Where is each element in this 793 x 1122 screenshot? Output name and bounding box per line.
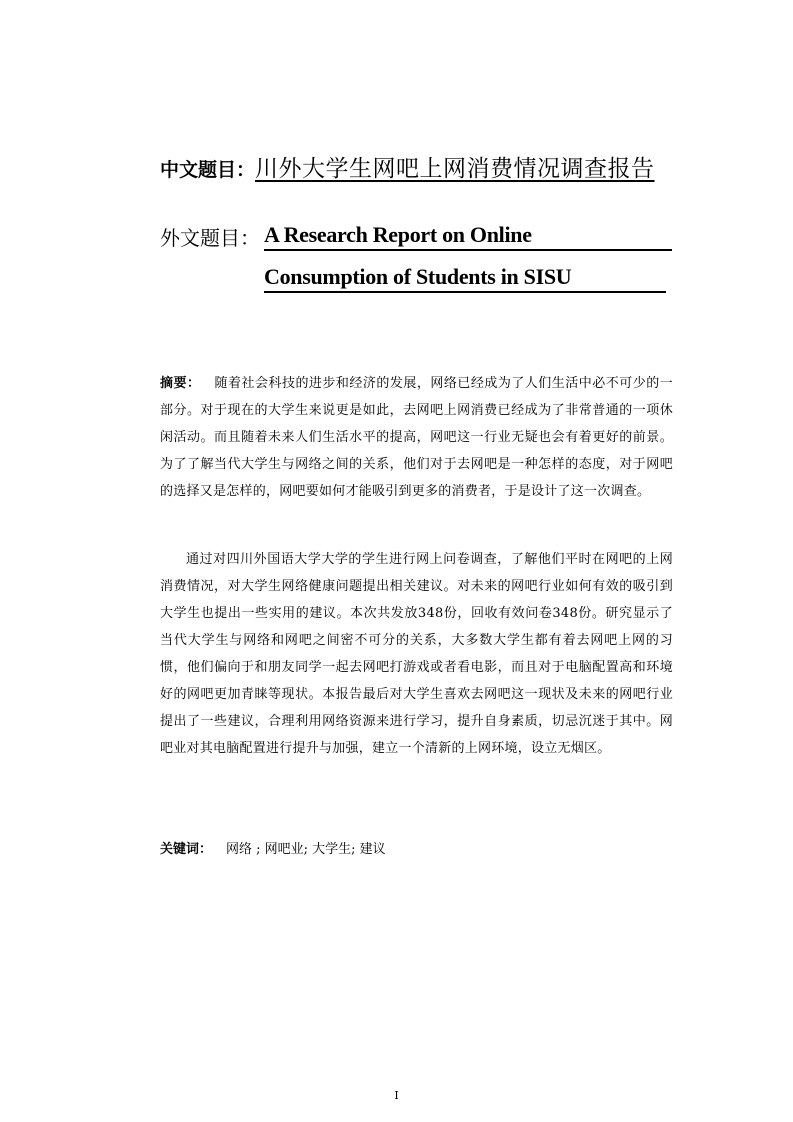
english-title-line-1: A Research Report on Online	[264, 222, 672, 251]
abstract-paragraph-2: 通过对四川外国语大学大学的学生进行网上问卷调查，了解他们平时在网吧的上网消费情况，对大学生网络健康问题提出相关建议。对未来的网吧行业如何有效的吸引到大学生也提出一些实用的建议。本次共发放348份，回收有效问卷348份。研究显示了当代大学生与网络和网吧之间密不可分的关系，大多数大学生都有着去网吧上网的习惯，他们偏向于和朋友同学一起去网吧打游戏或者看电影，而且对于电脑配置高和环境好的网吧更加青睐等现状。本报告最后对大学生喜欢去网吧这一现状及未来的网吧行业提出了一些建议，合理利用网络资源来进行学习，提升自身素质，切忌沉迷于其中。网吧业对其电脑配置进行提升与加强，建立一个清新的上网环境，设立无烟区。	[160, 552, 673, 756]
english-title-label: 外文题目：	[160, 226, 260, 250]
abstract-label: 摘要：	[160, 376, 201, 391]
keywords	[160, 838, 386, 857]
keywords-text: 网络 ; 网吧业; 大学生; 建议	[226, 842, 386, 857]
english-title-line-2: Consumption of Students in SISU	[264, 264, 666, 293]
keywords-label: 关键词：	[160, 842, 213, 857]
chinese-title-label: 中文题目：	[160, 159, 256, 181]
chinese-title	[160, 150, 655, 183]
abstract-paragraph-1	[160, 370, 673, 505]
abstract-text-1: 随着社会科技的进步和经济的发展，网络已经成为了人们生活中必不可少的一部分。对于现在的大学生来说更是如此，去网吧上网消费已经成为了非常普通的一项休闲活动。而且随着未来人们生活水平的提高，网吧这一行业无疑也会有着更好的前景。为了了解当代大学生与网络之间的关系，他们对于去网吧是一种怎样的态度，对于网吧的选择又是怎样的，网吧要如何才能吸引到更多的消费者，于是设计了这一次调查。	[160, 376, 673, 499]
page-number: I	[394, 1089, 399, 1102]
english-title	[160, 222, 572, 289]
chinese-title-text: 川外大学生网吧上网消费情况调查报告	[255, 156, 655, 182]
